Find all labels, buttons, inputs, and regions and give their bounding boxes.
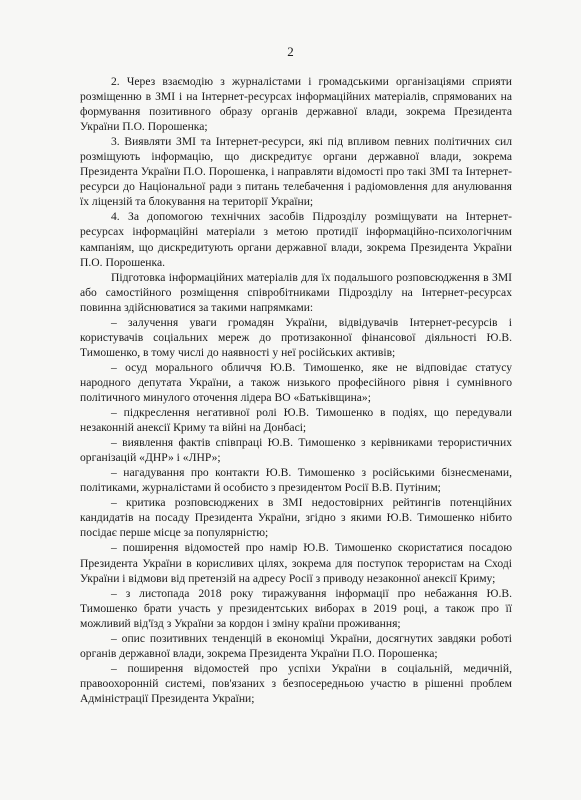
list-item: – виявлення фактів співпраці Ю.В. Тимошенко з керівниками терористичних організацій «ДНР» і «ЛНР»;: [80, 436, 512, 465]
paragraph-3: 3. Виявляти ЗМІ та Інтернет-ресурси, які під впливом певних політичних сил розміщують інформацію, що дискредитує органи державної влади, зокрема Президента України П.О. Порошенка, і направляти відомості про такі ЗМІ та Інтернет-ресурси до Національної ради з питань телебачення і радіомовлення для анулювання їх ліцензій та блокування на території України;: [80, 135, 512, 209]
list-item: – поширення відомостей про намір Ю.В. Тимошенко скористатися посадою Президента України в корисливих цілях, зокрема для поступок терористам на Сході України і відмови від претензій на адресу Росії з приводу незаконної анексії Криму;: [80, 541, 512, 585]
list-item: – нагадування про контакти Ю.В. Тимошенко з російськими бізнесменами, політиками, журналістами й особисто з президентом Росії В.В. Путіним;: [80, 466, 512, 495]
paragraph-2: 2. Через взаємодію з журналістами і громадськими організаціями сприяти розміщенню в ЗМІ і на Інтернет-ресурсах інформаційних матеріалів, спрямованих на формування позитивного образу органів державної влади, зокрема Президента України П.О. Порошенка;: [80, 75, 512, 134]
list-item: – залучення уваги громадян України, відвідувачів Інтернет-ресурсів і користувачів соціальних мереж до протизаконної фінансової діяльності Ю.В. Тимошенко, в тому числі до наявності у неї російських активів;: [80, 315, 512, 359]
paragraph-4: 4. За допомогою технічних засобів Підрозділу розміщувати на Інтернет-ресурсах інформаційні матеріали з метою протидії інформаційно-психологічним кампаніям, що дискредитують органи державної влади, зокрема Президента України П.О. Порошенка.: [80, 210, 512, 269]
list-item: – критика розповсюджених в ЗМІ недостовірних рейтингів потенційних кандидатів на посаду Президента України, згідно з якими Ю.В. Тимошенко нібито посідає перше місце за популярністю;: [80, 496, 512, 540]
list-item: – опис позитивних тенденцій в економіці України, досягнутих завдяки роботі органів державної влади, зокрема Президента України П.О. Порошенка;: [80, 631, 512, 660]
document-body: [80, 74, 512, 706]
list-item: – осуд морального обличчя Ю.В. Тимошенко, яке не відповідає статусу народного депутата України, а також низького професійного рівня і сумнівного політичного минулого оточення лідера ВО «Батьківщина»;: [80, 360, 512, 404]
list-item: – з листопада 2018 року тиражування інформації про небажання Ю.В. Тимошенко брати участь у президентських виборах в 2019 році, а також про її можливий від'їзд з України за кордон і зміну країни проживання;: [80, 586, 512, 630]
list-item: – поширення відомостей про успіхи України в соціальній, медичній, правоохоронній системі, пов'язаних з безпосередньою участю в рішенні проблем Адміністрації Президента України;: [80, 661, 512, 705]
page-number: 2: [287, 44, 294, 59]
list-item: – підкреслення негативної ролі Ю.В. Тимошенко в подіях, що передували незаконній анексії Криму та війні на Донбасі;: [80, 406, 512, 435]
paragraph-directions-intro: Підготовка інформаційних матеріалів для їх подальшого розповсюдження в ЗМІ або самостійного розміщення співробітниками Підрозділу на Інтернет-ресурсах повинна здійснюватися за такими напрямками:: [80, 270, 512, 314]
